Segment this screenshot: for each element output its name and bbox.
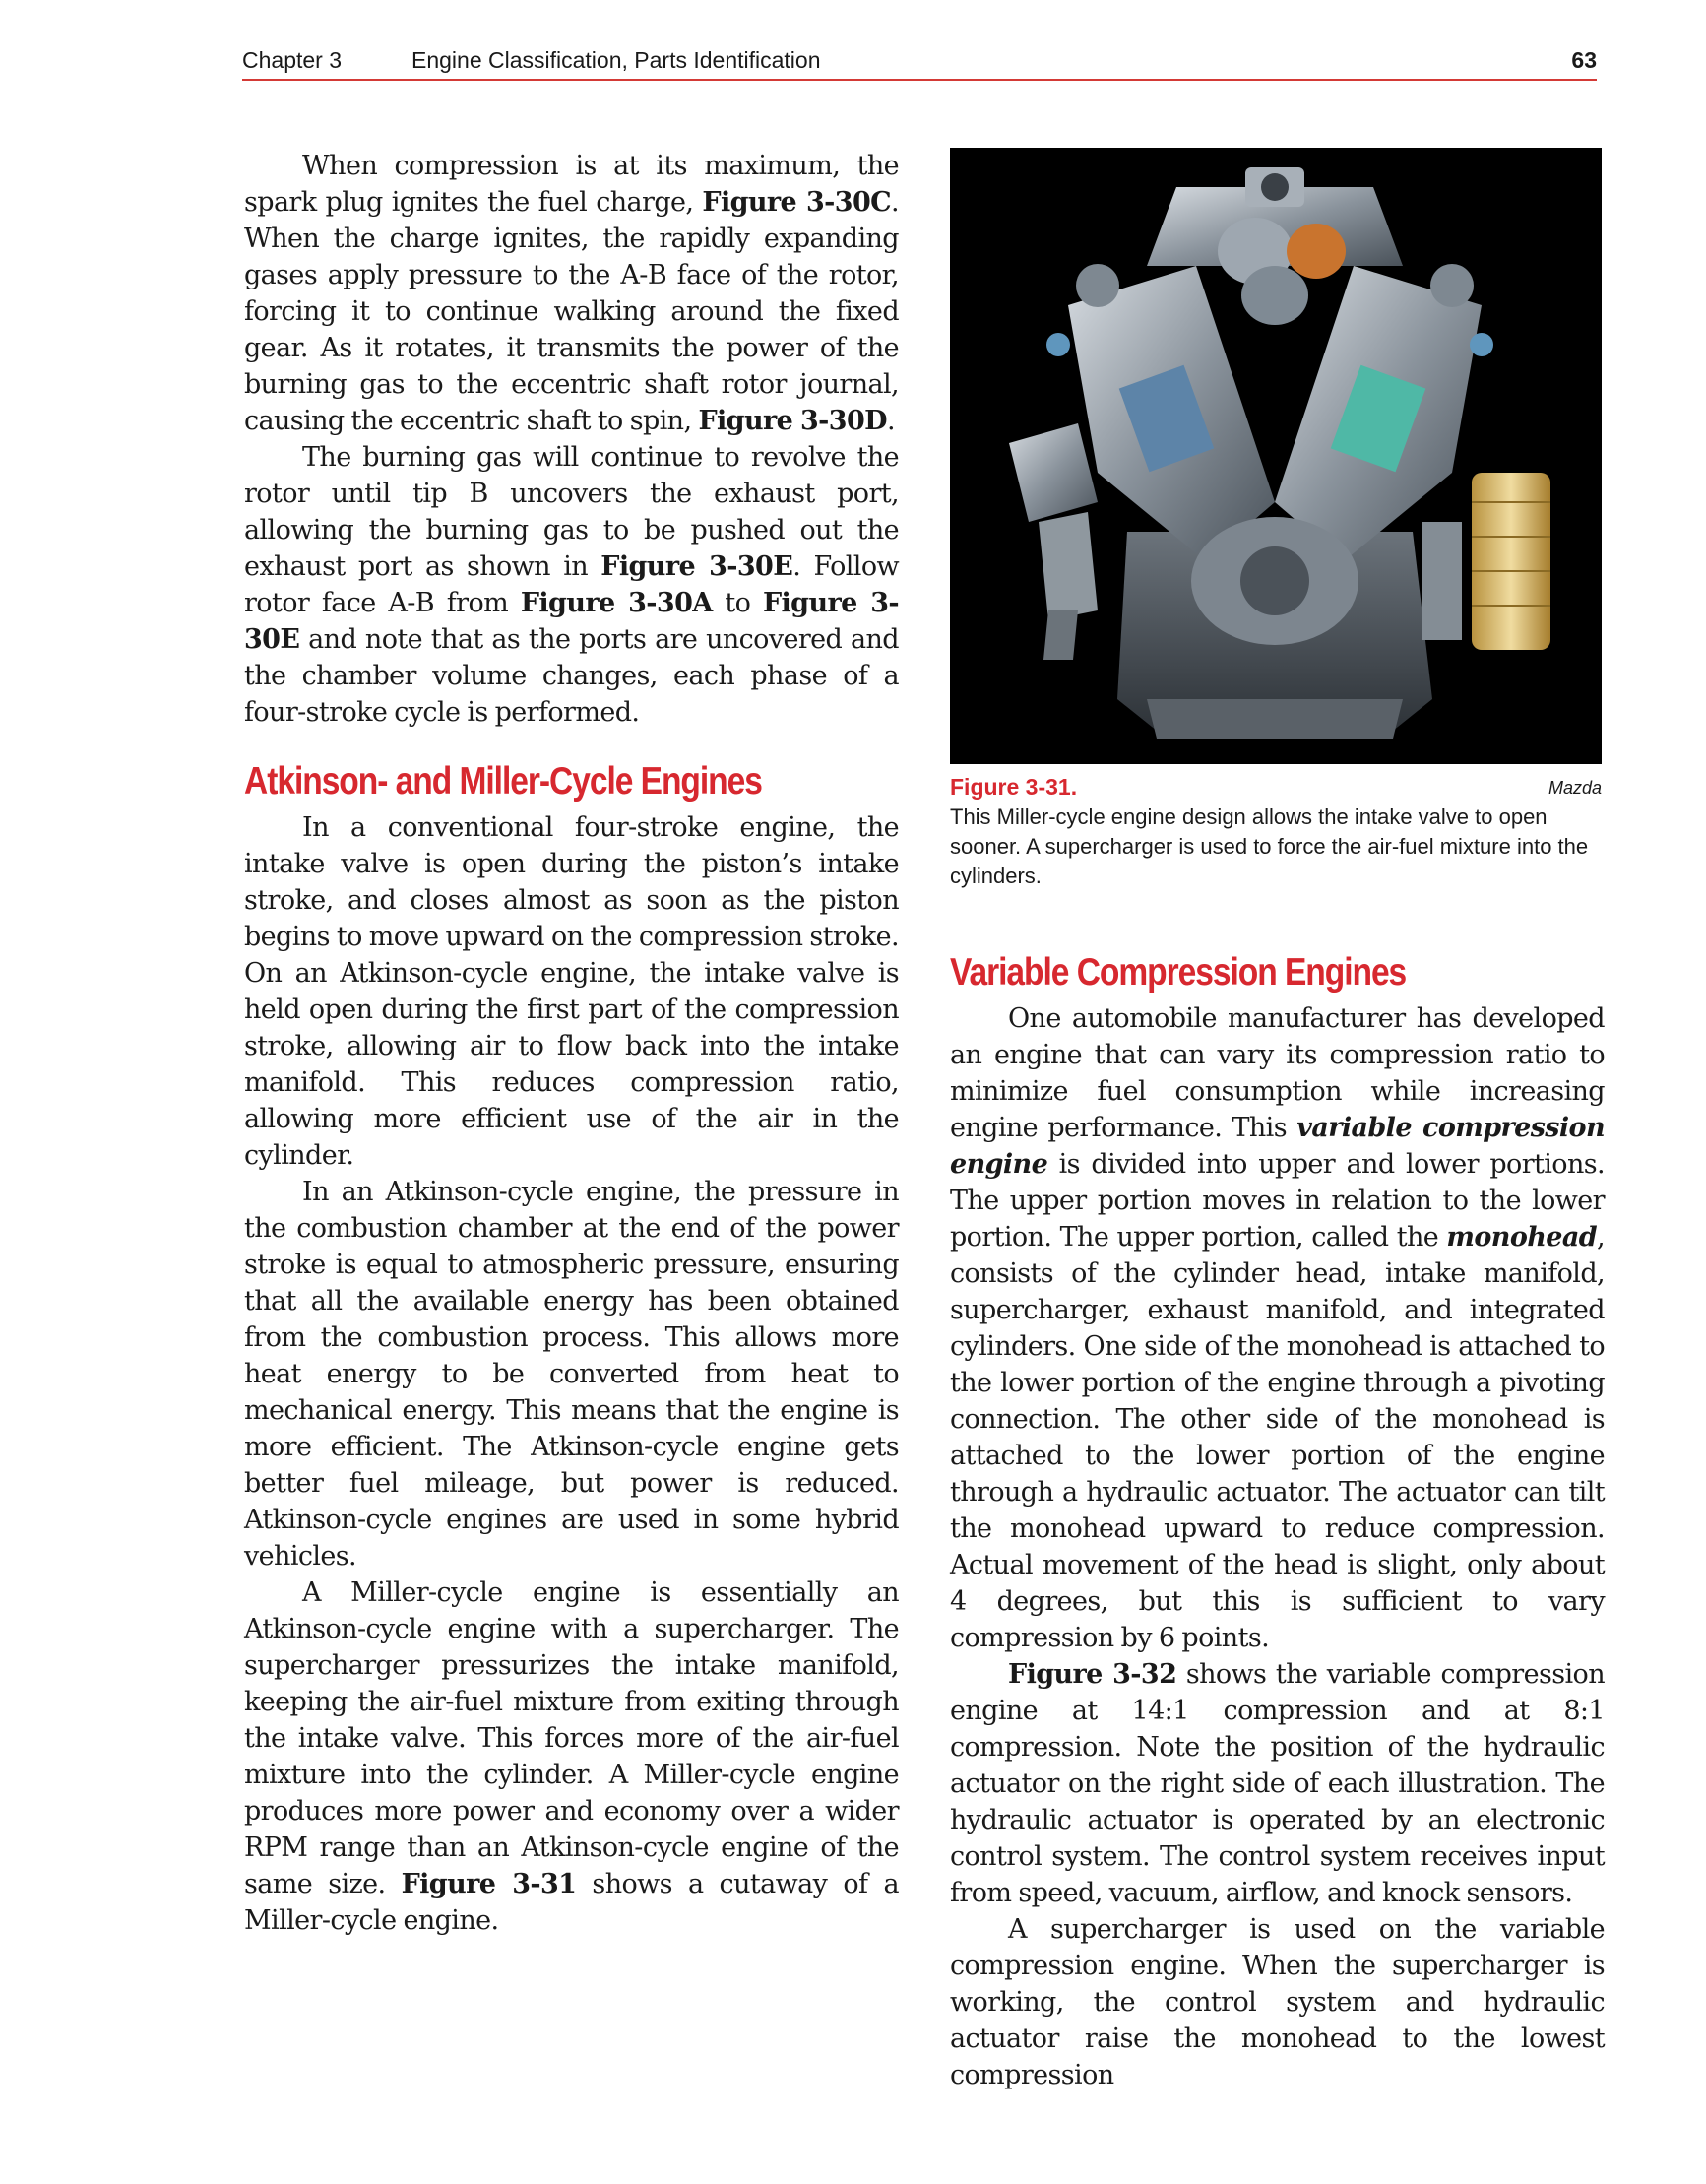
left-column — [244, 148, 899, 1939]
paragraph: When compression is at its maximum, the spark plug ignites the fuel charge, Figure 3-30C. When the charge ignites, the rapidly expanding gases apply pressure to the A-B face of the rotor, forcing it to continue walking around the fixed gear. As it rotates, it transmits the power of the burning gas to the eccentric shaft rotor journal, causing the eccentric shaft to spin, Figure 3-30D. — [244, 151, 899, 436]
caption-text: This Miller-cycle engine design allows the intake valve to open sooner. A supercharger is used to force the air-fuel mixture into the cylinders. — [950, 804, 1589, 888]
paragraph: One automobile manufacturer has developed an engine that can vary its compression ratio to minimize fuel consumption while increasing engine performance. This variable compression engine is divided into upper and lower portions. The upper portion moves in relation to the lower portion. The upper portion, called the monohead, consists of the cylinder head, intake manifold, supercharger, exhaust manifold, and integrated cylinders. One side of the monohead is attached to the lower portion of the engine through a pivoting connection. The other side of the monohead is attached to the lower portion of the engine through a hydraulic actuator. The actuator can tilt the monohead upward to reduce compression. Actual movement of the head is slight, only about 4 degrees, but this is sufficient to vary compression by 6 points. — [950, 1003, 1605, 1653]
photo-credit: Mazda — [1548, 778, 1602, 798]
engine-cutaway-photo — [950, 148, 1602, 764]
paragraph: A supercharger is used on the variable compression engine. When the supercharger is working, the control system and hydraulic actuator raise the monohead to the lowest compression — [950, 1914, 1605, 2090]
chapter-label: Chapter 3 — [242, 47, 343, 73]
paragraph: Figure 3-32 shows the variable compression engine at 14:1 compression and at 8:1 compression. Note the position of the hydraulic actuator on the right side of each illustration. The hydraulic actuator is operated by an electronic control system. The control system receives input from speed, vacuum, airflow, and knock sensors. — [950, 1659, 1605, 1908]
right-column — [950, 951, 1605, 2093]
paragraph: The burning gas will continue to revolve the rotor until tip B uncovers the exhaust port, allowing the burning gas to be pushed out the exhaust port as shown in Figure 3-30E. Follow rotor face A-B from Figure 3-30A to Figure 3-30E and note that as the ports are uncovered and the chamber volume changes, each phase of a four-stroke cycle is performed. — [244, 442, 900, 728]
paragraph: In a conventional four-stroke engine, the intake valve is open during the piston’s intake stroke, and closes almost as soon as the piston begins to move upward on the compression stroke. On an Atkinson-cycle engine, the intake valve is held open during the first part of the compression stroke, allowing air to flow back into the intake manifold. This reduces compression ratio, allowing more efficient use of the air in the cylinder. — [244, 812, 899, 1171]
section-heading: Atkinson- and Miller-Cycle Engines — [244, 760, 762, 803]
figure-label: Figure 3-31. — [950, 774, 1078, 800]
figure-caption — [950, 774, 1602, 891]
section-heading: Variable Compression Engines — [950, 951, 1407, 994]
page-number: 63 — [1571, 47, 1597, 73]
running-head — [242, 45, 1597, 81]
paragraph: A Miller-cycle engine is essentially an Atkinson-cycle engine with a supercharger. The supercharger pressurizes the intake manifold, keeping the air-fuel mixture from exiting through the intake valve. This forces more of the air-fuel mixture into the cylinder. A Miller-cycle engine produces more power and economy over a wider RPM range than an Atkinson-cycle engine of the same size. Figure 3-31 shows a cutaway of a Miller-cycle engine. — [244, 1577, 899, 1936]
engine-illustration — [950, 148, 1602, 764]
chapter-title: Engine Classification, Parts Identification — [411, 47, 821, 73]
paragraph: In an Atkinson-cycle engine, the pressure in the combustion chamber at the end of the power stroke is equal to atmospheric pressure, ensuring that all the available energy has been obtained from the combustion process. This allows more heat energy to be converted from heat to mechanical energy. This means that the engine is more efficient. The Atkinson-cycle engine gets better fuel mileage, but power is reduced. Atkinson-cycle engines are used in some hybrid vehicles. — [244, 1177, 899, 1572]
